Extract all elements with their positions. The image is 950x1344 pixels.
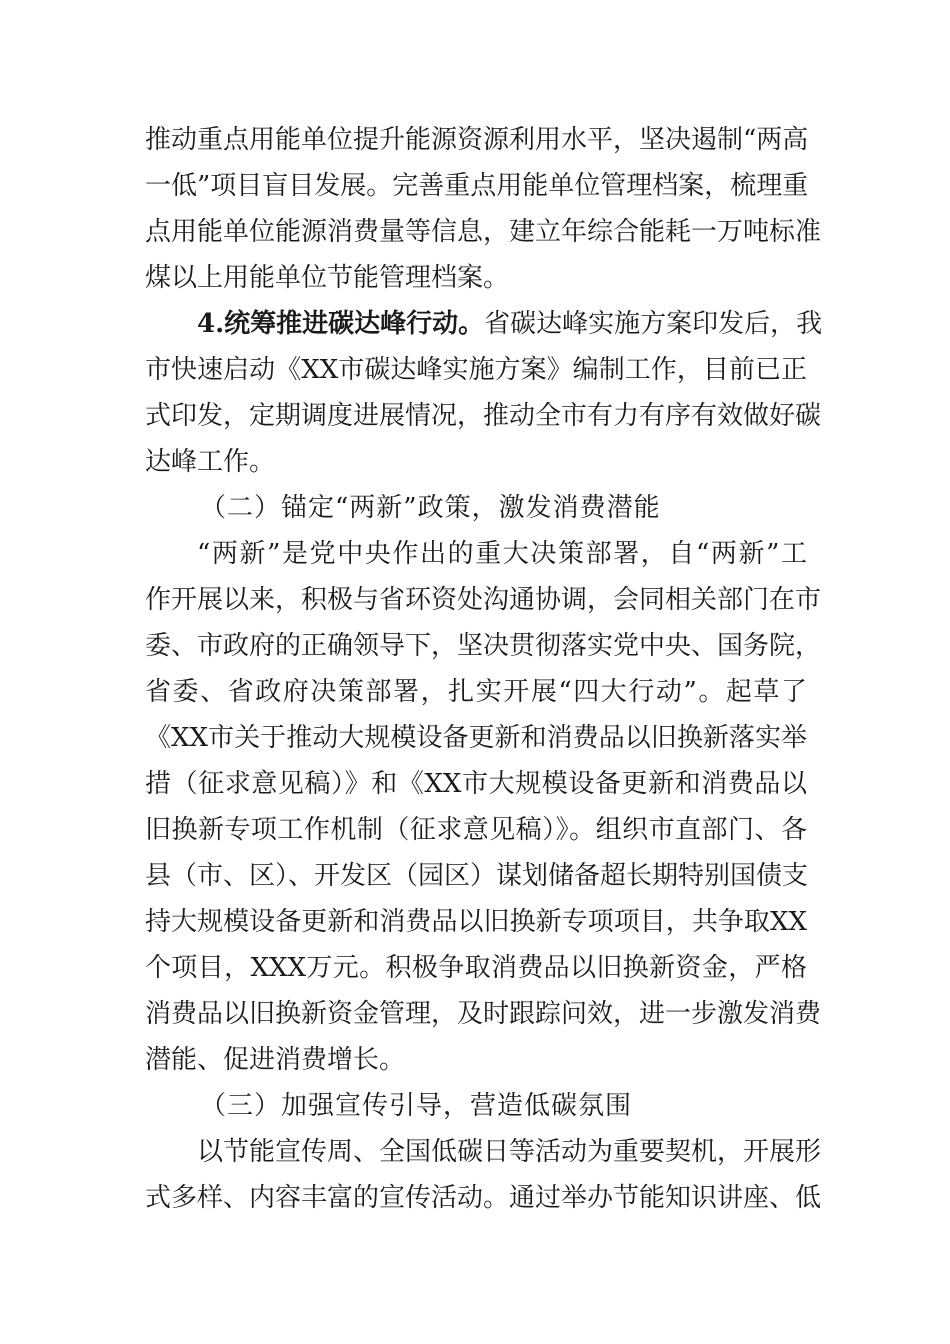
paragraph-3-line-11: 消费品以旧换新资金管理，及时跟踪问效，进一步激发消费 — [145, 999, 822, 1029]
paragraph-2-line-1-text: 省碳达峰实施方案印发后，我 — [484, 309, 823, 339]
paragraph-2-line-3: 式印发，定期调度进展情况，推动全市有力有序有效做好碳 — [145, 401, 822, 431]
paragraph-3-line-5: 《XX市关于推动大规模设备更新和消费品以旧换新落实举 — [145, 723, 807, 753]
paragraph-3-line-1: “两新”是党中央作出的重大决策部署，自“两新”工 — [197, 539, 807, 569]
paragraph-4-line-2: 式多样、内容丰富的宣传活动。通过举办节能知识讲座、低 — [145, 1183, 822, 1213]
paragraph-3-line-6: 措（征求意见稿）》和《XX市大规模设备更新和消费品以 — [145, 769, 807, 799]
paragraph-3-line-7: 旧换新专项工作机制（征求意见稿）》。组织市直部门、各 — [145, 815, 807, 845]
section-3-heading: （三）加强宣传引导，营造低碳氛围 — [200, 1091, 633, 1121]
paragraph-2-line-2: 市快速启动《XX市碳达峰实施方案》编制工作，目前已正 — [145, 355, 807, 385]
paragraph-1-line-3: 点用能单位能源消费量等信息，建立年综合能耗一万吨标准 — [145, 217, 822, 247]
paragraph-3-line-9: 持大规模设备更新和消费品以旧换新专项项目，共争取XX — [145, 907, 807, 937]
paragraph-3-line-4: 省委、省政府决策部署，扎实开展“四大行动”。起草了 — [145, 677, 807, 707]
paragraph-2-line-4: 达峰工作。 — [145, 447, 276, 477]
paragraph-3-line-3: 委、市政府的正确领导下，坚决贯彻落实党中央、国务院， — [145, 631, 822, 661]
paragraph-4-line-1: 以节能宣传周、全国低碳日等活动为重要契机，开展形 — [197, 1137, 822, 1167]
paragraph-3-line-12: 潜能、促进消费增长。 — [145, 1045, 406, 1075]
section-2-heading: （二）锚定“两新”政策，激发消费潜能 — [200, 493, 661, 523]
paragraph-3-line-2: 作开展以来，积极与省环资处沟通协调，会同相关部门在市 — [145, 585, 822, 615]
section-4-heading: 4.统筹推进碳达峰行动。 — [197, 309, 485, 339]
paragraph-1-line-4: 煤以上用能单位节能管理档案。 — [145, 263, 510, 293]
paragraph-2-line-1 — [197, 302, 823, 346]
paragraph-3-line-10: 个项目，XXX万元。积极争取消费品以旧换新资金，严格 — [145, 953, 807, 983]
paragraph-1-line-2: 一低”项目盲目发展。完善重点用能单位管理档案，梳理重 — [145, 171, 809, 201]
paragraph-1-line-1: 推动重点用能单位提升能源资源利用水平，坚决遏制“两高 — [145, 125, 809, 155]
paragraph-3-line-8: 县（市、区）、开发区（园区）谋划储备超长期特别国债支 — [145, 861, 809, 891]
